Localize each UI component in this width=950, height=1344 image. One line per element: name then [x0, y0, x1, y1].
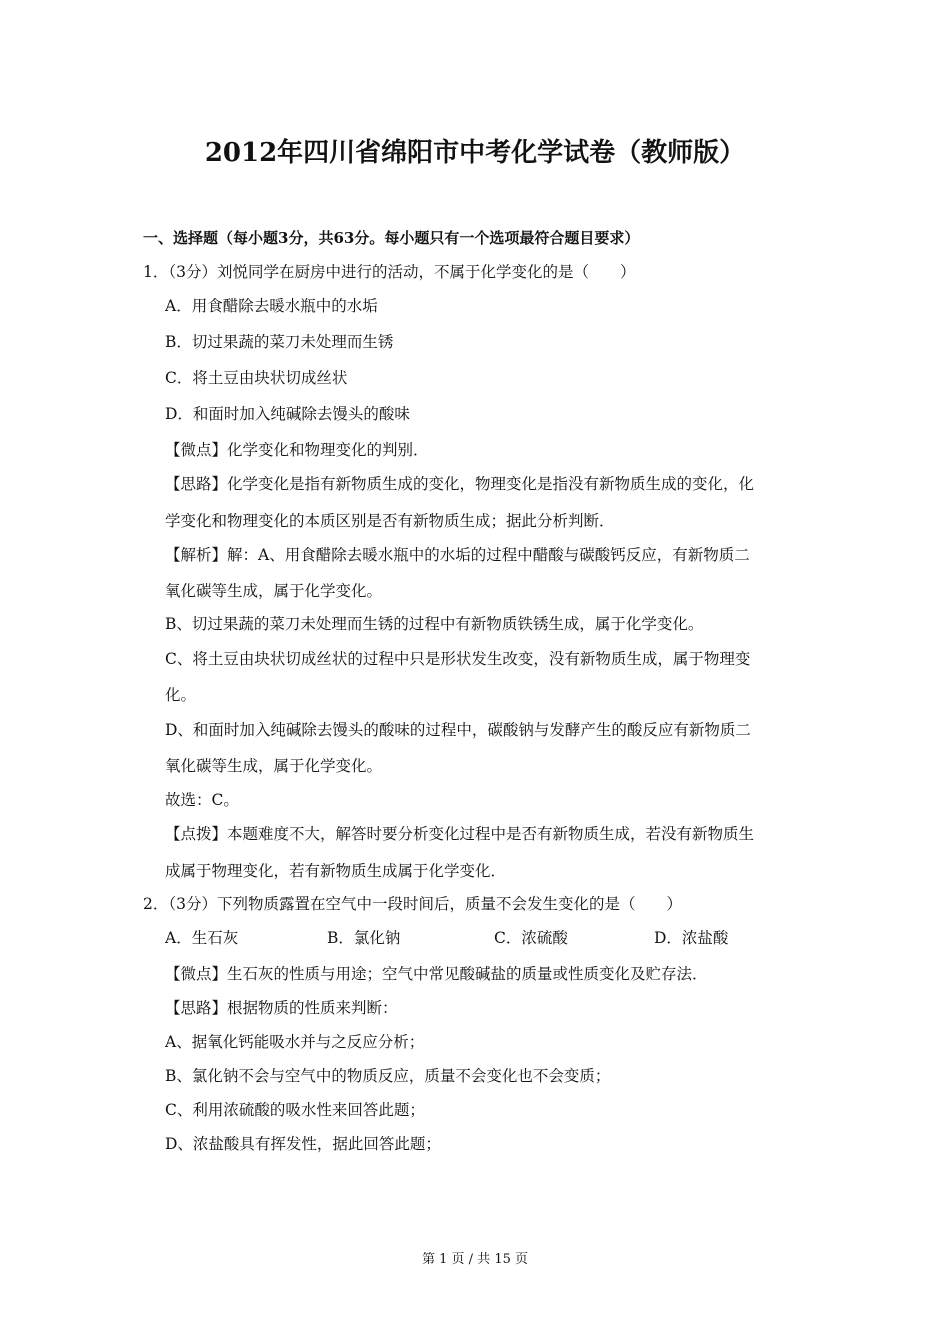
q1-idea-line: 【思路】化学变化是指有新物质生成的变化，物理变化是指没有新物质生成的变化，化: [165, 475, 755, 493]
q1-analysis-line: C、将土豆由块状切成丝状的过程中只是形状发生改变，没有新物质生成，属于物理变: [165, 650, 751, 668]
q2-idea-line: B、氯化钠不会与空气中的物质反应，质量不会变化也不会变质；: [165, 1067, 611, 1085]
q1-answer: 故选：C。: [165, 791, 239, 809]
q1-comment-line: 成属于物理变化，若有新物质生成属于化学变化．: [165, 862, 507, 880]
q1-analysis-line: 氧化碳等生成，属于化学变化。: [165, 582, 383, 600]
question-1-stem: 1．（3分）刘悦同学在厨房中进行的活动，不属于化学变化的是（ ）: [143, 263, 636, 281]
q1-idea-line: 学变化和物理变化的本质区别是否有新物质生成；据此分析判断．: [165, 512, 615, 530]
q1-option-b: B．切过果蔬的菜刀未处理而生锈: [165, 333, 394, 351]
q2-option-a: A．生石灰: [165, 929, 239, 947]
q1-analysis-line: 【解析】解：A、用食醋除去暖水瓶中的水垢的过程中醋酸与碳酸钙反应，有新物质二: [165, 546, 750, 564]
q1-option-a: A．用食醋除去暖水瓶中的水垢: [165, 297, 378, 315]
q1-point: 【微点】化学变化和物理变化的判别．: [165, 441, 429, 459]
q2-idea-line: C、利用浓硫酸的吸水性来回答此题；: [165, 1101, 425, 1119]
question-2-stem: 2．（3分）下列物质露置在空气中一段时间后，质量不会发生变化的是（ ）: [143, 895, 682, 913]
q1-analysis-line: 化。: [165, 686, 197, 704]
q2-option-b: B．氯化钠: [327, 929, 401, 947]
q2-idea-line: A、据氧化钙能吸水并与之反应分析；: [165, 1033, 425, 1051]
q1-option-c: C．将土豆由块状切成丝状: [165, 369, 348, 387]
q1-analysis-line: D、和面时加入纯碱除去馒头的酸味的过程中，碳酸钠与发酵产生的酸反应有新物质二: [165, 721, 751, 739]
page-title: 2012年四川省绵阳市中考化学试卷（教师版）: [204, 138, 746, 168]
q1-analysis-line: B、切过果蔬的菜刀未处理而生锈的过程中有新物质铁锈生成，属于化学变化。: [165, 615, 704, 633]
q1-option-d: D．和面时加入纯碱除去馒头的酸味: [165, 405, 410, 423]
q2-idea-line: 【思路】根据物质的性质来判断：: [165, 999, 398, 1017]
section-heading: 一、选择题（每小题3分，共63分。每小题只有一个选项最符合题目要求）: [143, 229, 640, 247]
q2-idea-line: D、浓盐酸具有挥发性，据此回答此题；: [165, 1135, 441, 1153]
page-footer: 第 1 页 / 共 15 页: [422, 1252, 528, 1267]
q1-analysis-line: 氧化碳等生成，属于化学变化。: [165, 757, 383, 775]
q2-option-c: C．浓硫酸: [494, 929, 568, 947]
q2-option-d: D．浓盐酸: [654, 929, 729, 947]
q2-point: 【微点】生石灰的性质与用途；空气中常见酸碱盐的质量或性质变化及贮存法．: [165, 965, 708, 983]
q1-comment-line: 【点拨】本题难度不大，解答时要分析变化过程中是否有新物质生成，若没有新物质生: [165, 825, 755, 843]
